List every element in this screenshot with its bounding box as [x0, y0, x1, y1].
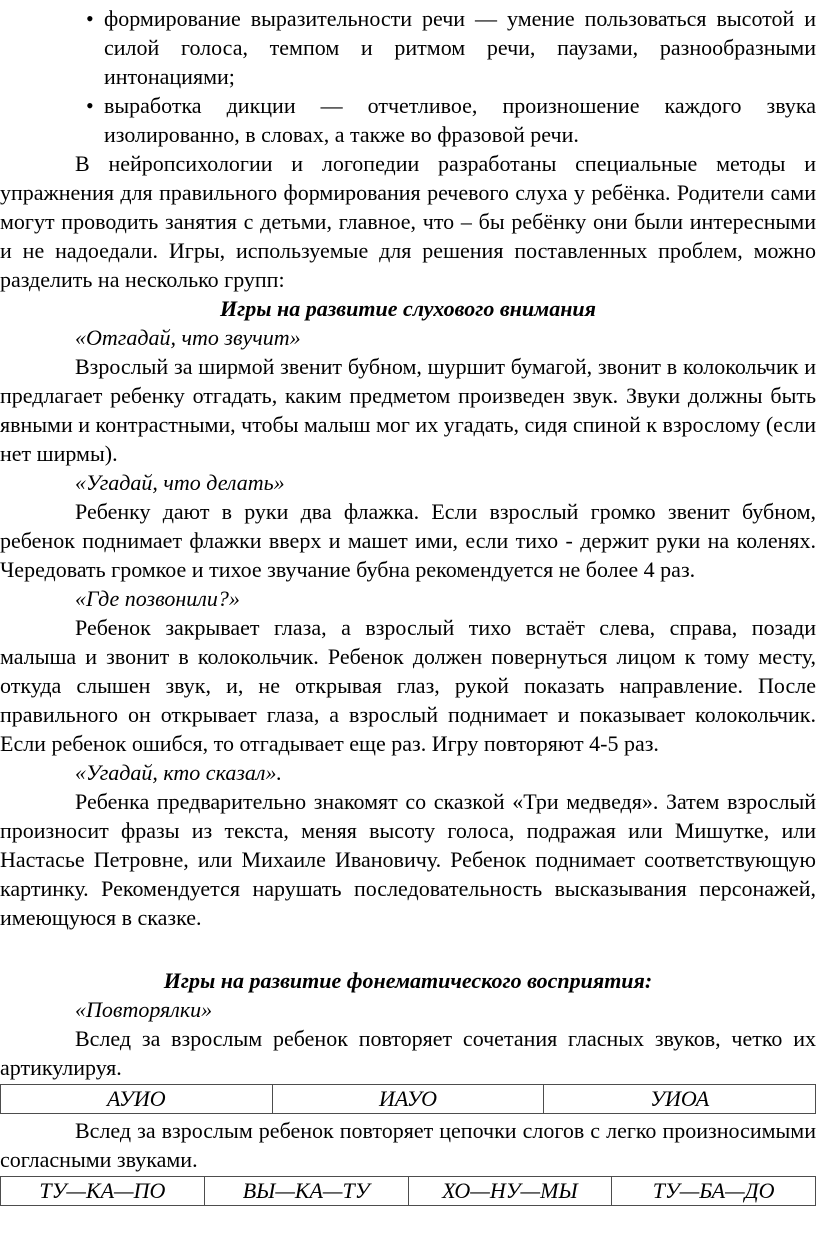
game-title: «Угадай, что делать» — [75, 470, 285, 495]
body-paragraph: В нейропсихологии и логопедии разработаны специальные методы и упражнения для правильного формирования речевого слуха у ребёнка. Родители сами могут проводить занятия с детьми, главное, что – бы ребёнку они были интересными и не надоедали. Игры, используемые для решения поставленных проблем, можно разделить на несколько групп: — [0, 151, 816, 292]
table-row — [1, 1085, 816, 1114]
syllable-table — [0, 1084, 816, 1114]
bullet-icon: • — [86, 6, 94, 31]
table-cell: ВЫ—КА—ТУ — [204, 1177, 408, 1206]
body-paragraph: Ребенок закрывает глаза, а взрослый тихо встаёт слева, справа, позади малыша и звонит в колокольчик. Ребенок должен повернуться лицом к тому месту, откуда слышен звук, и, не открывая глаз, рукой показать направление. После правильного он открывает глаза, а взрослый поднимает и показывает колокольчик. Если ребенок ошибся, то отгадывает еще раз. Игру повторяют 4-5 раз. — [0, 615, 816, 756]
table-cell: АУИО — [1, 1085, 273, 1114]
table-cell: ИАУО — [272, 1085, 544, 1114]
table-cell: ХО—НУ—МЫ — [408, 1177, 612, 1206]
bullet-list-item — [0, 4, 816, 91]
body-paragraph: Ребенку дают в руки два флажка. Если взрослый громко звенит бубном, ребенок поднимает флажки вверх и машет ими, если тихо - держит руки на коленях. Чередовать громкое и тихое звучание бубна рекомендуется не более 4 раз. — [0, 499, 816, 582]
blank-line — [0, 932, 816, 966]
game-title: «Отгадай, что звучит» — [75, 325, 301, 350]
bullet-list-item — [0, 91, 816, 149]
table-cell: УИОА — [544, 1085, 816, 1114]
body-paragraph: Взрослый за ширмой звенит бубном, шуршит бумагой, звонит в колокольчик и предлагает ребенку отгадать, каким предметом произведен звук. Звуки должны быть явными и контрастными, чтобы малыш мог их угадать, сидя спиной к взрослому (если нет ширмы). — [0, 354, 816, 466]
bullet-text: формирование выразительности речи — умение пользоваться высотой и силой голоса, темпом и ритмом речи, паузами, разнообразными интонациями; — [104, 6, 816, 89]
bullet-text: выработка дикции — отчетливое, произношение каждого звука изолированно, в словах, а также во фразовой речи. — [104, 93, 816, 147]
body-paragraph: Вслед за взрослым ребенок повторяет цепочки слогов с легко произносимыми согласными звуками. — [0, 1118, 816, 1172]
syllable-table — [0, 1176, 816, 1206]
section-heading: Игры на развитие слухового внимания — [220, 296, 596, 321]
game-title: «Угадай, кто сказал». — [75, 760, 282, 785]
body-paragraph: Ребенка предварительно знакомят со сказкой «Три медведя». Затем взрослый произносит фразы из текста, меняя высоту голоса, подражая или Мишутке, или Настасье Петровне, или Михаиле Ивановичу. Ребенок поднимает соответствующую картинку. Рекомендуется нарушать последовательность высказывания персонажей, имеющуюся в сказке. — [0, 789, 816, 930]
game-title: «Где позвонили?» — [75, 586, 240, 611]
body-paragraph: Вслед за взрослым ребенок повторяет сочетания гласных звуков, четко их артикулируя. — [0, 1026, 816, 1080]
table-cell: ТУ—БА—ДО — [612, 1177, 816, 1206]
bullet-icon: • — [86, 93, 94, 118]
section-heading: Игры на развитие фонематического восприятия: — [163, 968, 653, 993]
game-title: «Повторялки» — [75, 997, 213, 1022]
document-content — [0, 4, 816, 1206]
table-cell: ТУ—КА—ПО — [1, 1177, 205, 1206]
table-row — [1, 1177, 816, 1206]
